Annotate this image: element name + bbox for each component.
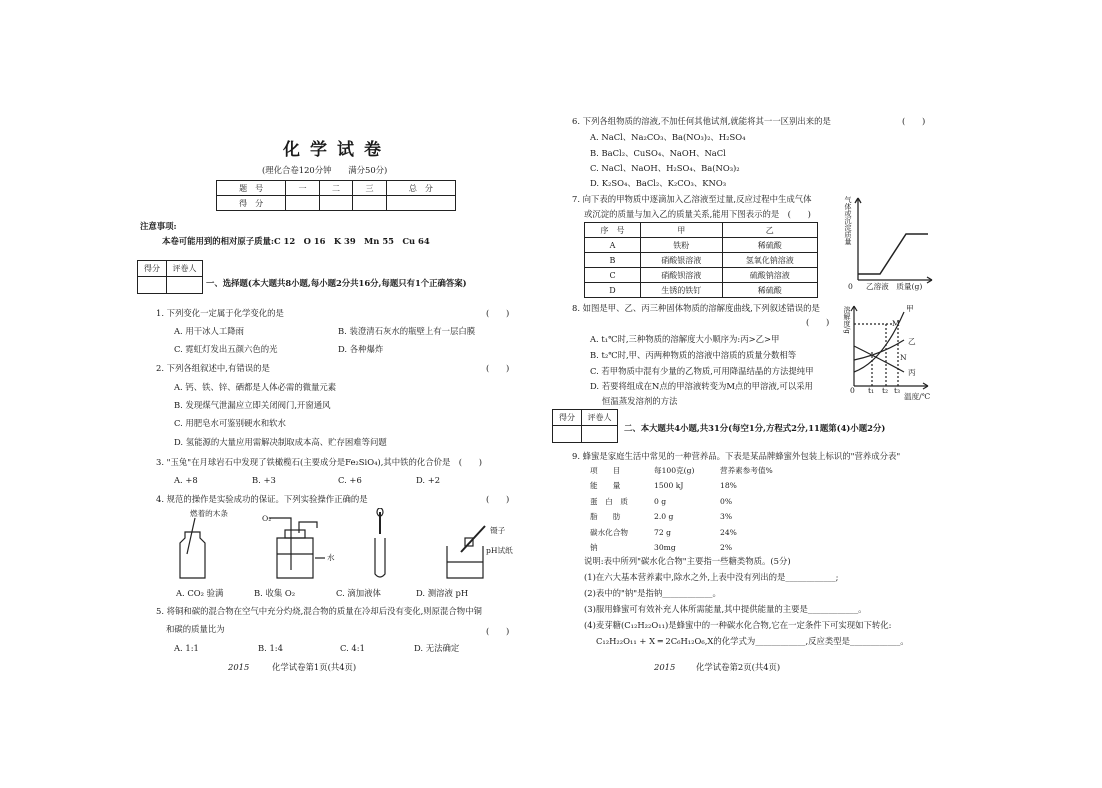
nutrition-cell: 72 g [654,527,671,537]
option-continued: 恒温蒸发溶剂的方法 [602,396,678,406]
question: 1. 下列变化一定属于化学变化的是 [156,308,284,318]
option: A. 1:1 [174,643,199,653]
sub-question-continued: C₁₂H₂₂O₁₁ + X ═ 2C₆H₁₂O₆,X的化学式为____________,反应类型是____________。 [596,636,909,646]
nutrition-cell: 1500 kJ [654,481,684,490]
series-label: 甲 [906,304,914,313]
nutrition-cell: 0% [720,496,733,506]
section-heading: 二、本大题共4小题,共31分(每空1分,方程式2分,11题第(4)小题2分) [624,423,886,433]
q8-ylabel: 溶解度/g [843,306,851,334]
tick-label: t₁ [868,386,875,395]
score-table-cell: 总 分 [386,181,455,196]
sub-question: (4)麦芽糖(C₁₂H₂₂O₁₁)是蜂蜜中的一种碳水化合物,它在一定条件下可实现如下转化: [584,620,892,630]
diagram-label: 水 [327,553,335,562]
notes-text: 本卷可能用到的相对原子质量:C 12 O 16 K 39 Mn 55 Cu 64 [162,236,430,246]
answer-paren: ( ) [486,308,510,318]
option: B. BaCl₂、CuSO₄、NaOH、NaCl [590,148,726,158]
q7-table-cell: B [585,253,641,268]
option: D. +2 [416,475,441,485]
nutrition-cell: 3% [720,512,733,521]
option: A. CO₂ 验满 [176,588,224,598]
score-table-cell [386,196,455,211]
diagram-label: O₂ [262,514,272,523]
option: C. NaCl、NaOH、H₂SO₄、Ba(NO₃)₂ [590,163,740,173]
question: 7. 向下表的甲物质中逐滴加入乙溶液至过量,反应过程中生成气体 [572,194,812,204]
score-table-cell: 三 [353,181,387,196]
grader-box [552,409,618,443]
sub-question: (1)在六大基本营养素中,除水之外,上表中没有列出的是____________; [584,572,839,582]
nutrition-cell: 30mg [654,543,676,552]
q7-table-cell: 生锈的铁钉 [641,283,723,298]
q7-table-cell: D [585,283,641,298]
option: D. 氢能源的大量应用需解决制取成本高、贮存困难等问题 [174,437,387,447]
option: A. t₁℃时,三种物质的溶解度大小顺序为:丙>乙>甲 [590,334,780,344]
grader-label: 得分 [138,261,166,277]
answer-paren: ( ) [486,363,510,373]
question: 8. 如图是甲、乙、丙三种固体物质的溶解度曲线,下列叙述错误的是 [572,303,820,313]
gas-bottle-icon [180,532,205,578]
nutrition-header-cell: 项 目 [590,466,621,475]
nutrition-cell: 蛋 白 质 [590,496,628,506]
question-continued: 或沉淀的质量与加入乙的质量关系,能用下图表示的是 ( ) [584,209,811,219]
q7-origin: 0 [848,282,853,291]
option: C. 若甲物质中混有少量的乙物质,可用降温结晶的方法提纯甲 [590,366,814,376]
nutrition-header-cell: 营养素参考值% [720,466,773,475]
nutrition-cell: 2.0 g [654,512,674,521]
test-tube-icon [375,538,385,577]
notes-title: 注意事项: [140,221,177,231]
score-table-cell: 得 分 [217,196,286,211]
option: A. 用干冰人工降雨 [174,326,244,336]
point-label: N [900,353,907,362]
question-continued: 和碳的质量比为 [166,624,225,634]
nutrition-cell: 24% [720,527,737,537]
q7-table-header: 甲 [641,223,723,238]
question: 5. 将铜和碳的混合物在空气中充分灼烧,混合物的质量在冷却后没有变化,则原混合物中铜 [156,606,482,616]
option: B. 发现煤气泄漏应立即关闭阀门,开窗通风 [174,400,331,410]
q7-table-cell: 铁粉 [641,238,723,253]
grader-label: 评卷人 [167,261,202,277]
q7-table-cell: 氢氧化钠溶液 [722,253,817,268]
answer-paren: ( ) [486,494,510,504]
question: 6. 下列各组物质的溶液,不加任何其他试剂,就能将其一一区别出来的是 [572,116,831,126]
q4-apparatus-figure [165,508,515,583]
q7-table-header: 序 号 [585,223,641,238]
answer-paren: ( ) [902,116,926,126]
grader-label: 评卷人 [582,410,617,426]
q8-solubility-graph [842,302,932,394]
option: C. 霓虹灯发出五颜六色的光 [174,344,278,354]
burning-stick-icon [187,518,195,554]
answer-paren: ( ) [806,317,830,327]
option: D. 测溶液 pH [416,588,469,598]
option: A. +8 [174,475,198,485]
nutrition-header [590,466,780,481]
nutrition-row [590,481,780,497]
tick-label: 0 [850,386,855,395]
option: B. t₂℃时,甲、丙两种物质的溶液中溶质的质量分数相等 [590,350,797,360]
tick-label: t₃ [894,386,901,395]
nutrition-cell: 脂 肪 [590,512,621,521]
diagram-label: 镊子 [490,526,506,535]
exam-subtitle: (理化合卷120分钟 满分50分) [262,165,388,175]
nutrition-cell: 18% [720,481,737,490]
option: B. +3 [252,475,276,485]
q7-graph [840,192,936,290]
option: D. 无法确定 [414,643,460,653]
series-label: 乙 [908,337,916,346]
wash-bottle-icon [277,538,313,578]
score-table-cell: 题 号 [217,181,286,196]
option: D. 若要将组成在N点的甲溶液转变为M点的甲溶液,可以采用 [590,381,813,391]
nutrition-header-cell: 每100克(g) [654,466,695,475]
option: A. NaCl、Na₂CO₃、Ba(NO₃)₂、H₂SO₄ [590,132,746,142]
nutrition-table [590,466,780,559]
q7-table-cell: 硝酸钡溶液 [641,268,723,283]
option: D. 各种爆炸 [338,344,384,354]
nutrition-row [590,512,780,528]
score-table-cell: 一 [286,181,320,196]
answer-paren: ( ) [486,626,510,636]
table-note: 说明:表中所列"碳水化合物"主要指一些糖类物质。(5分) [584,556,791,566]
option: C. 用肥皂水可鉴别硬水和软水 [174,418,286,428]
option: C. 4:1 [340,643,365,653]
q7-curve [858,234,928,274]
nutrition-cell: 碳水化合物 [590,527,628,537]
question: 9. 蜂蜜是家庭生活中常见的一种营养品。下表是某品牌蜂蜜外包装上标识的"营养成分表" [572,451,901,461]
grader-label: 得分 [553,410,581,426]
option: D. K₂SO₄、BaCl₂、K₂CO₃、KNO₃ [590,178,727,188]
option: B. 装澄清石灰水的瓶壁上有一层白膜 [338,326,476,336]
q7-table-cell: 硫酸钠溶液 [722,268,817,283]
diagram-label: 燃着的木条 [190,509,228,518]
page-footer: 化学试卷第2页(共4页) [696,662,781,672]
option: C. +6 [338,475,362,485]
q7-table-cell: 稀硫酸 [722,238,817,253]
q7-ylabel: 气体或沉淀质量 [844,196,852,245]
series-label: 丙 [908,368,916,377]
diagram-label: pH试纸 [486,546,513,555]
q7-table [584,222,818,298]
score-table-cell [353,196,387,211]
question: 2. 下列各组叙述中,有错误的是 [156,363,270,373]
question: 4. 规范的操作是实验成功的保证。下列实验操作正确的是 [156,494,368,504]
point-label: M [892,319,900,328]
option: B. 1:4 [258,643,283,653]
option: C. 滴加液体 [336,588,381,598]
q7-table-cell: C [585,268,641,283]
handwritten-note: 2015 [654,662,676,672]
sub-question: (3)服用蜂蜜可有效补充人体所需能量,其中提供能量的主要是____________。 [584,604,867,614]
option: A. 钙、铁、锌、硒都是人体必需的微量元素 [174,382,337,392]
nutrition-cell: 钠 [590,543,598,552]
nutrition-cell: 能 量 [590,481,621,490]
section-heading: 一、选择题(本大题共8小题,每小题2分共16分,每题只有1个正确答案) [206,278,467,288]
q8-xlabel: 温度/℃ [904,392,931,401]
sub-question: (2)表中的"钠"是指钠____________。 [584,588,721,598]
option: B. 收集 O₂ [254,588,296,598]
grader-box [137,260,203,294]
question: 3. "玉兔"在月球岩石中发现了铁橄榄石(主要成分是Fe₂SiO₄),其中铁的化合价是 ( ) [156,457,483,467]
q7-table-cell: 硝酸银溶液 [641,253,723,268]
q7-table-cell: 稀硫酸 [722,283,817,298]
q7-table-cell: A [585,238,641,253]
nutrition-cell: 0 g [654,496,667,506]
q7-xlabel: 乙溶液 质量(g) [866,282,923,291]
q7-table-header: 乙 [722,223,817,238]
handwritten-note: 2015 [228,662,250,672]
page-title: 化学试卷 [283,140,391,160]
nutrition-cell: 2% [720,543,733,552]
tick-label: t₂ [882,386,889,395]
score-table [216,180,456,211]
score-table-cell [286,196,320,211]
nutrition-row [590,528,780,544]
page-footer: 化学试卷第1页(共4页) [272,662,357,672]
score-table-cell: 二 [319,181,353,196]
nutrition-row [590,497,780,513]
score-table-cell [319,196,353,211]
